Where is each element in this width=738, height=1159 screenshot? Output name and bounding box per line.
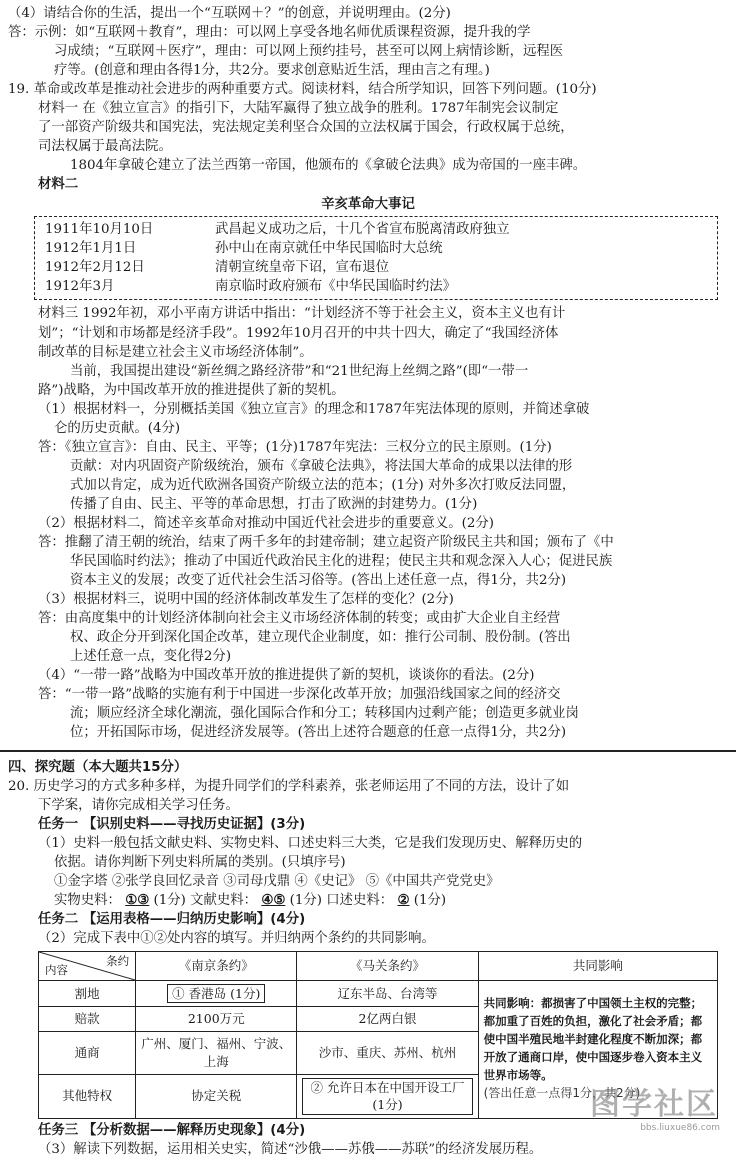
corner-label-bottom: 内容: [45, 963, 68, 978]
corner-label-top: 条约: [106, 953, 130, 968]
sub2-answer-line3: 资本主义的发展；改变了近代社会生活习俗等。(答出上述任意一点，得1分，共2分): [70, 572, 567, 588]
event-date: 1912年2月12日: [45, 260, 145, 276]
task1-items: ①金字塔 ②张学良回忆录音 ③司母戊鼎 ④《史记》 ⑤《中国共产党党史》: [54, 874, 500, 890]
material3-line2: 划”；“计划和市场都是经济手段”。1992年10月召开的中共十四大，确定了“我国经济体: [38, 325, 559, 341]
filled-answer: ② 允许日本在中国开设工厂 (1分): [302, 1078, 472, 1116]
sub3-question: （3）根据材料三，说明中国的经济体制改革发生了怎样的变化？(2分): [38, 591, 454, 607]
table-cell: 辽东半岛、台湾等: [297, 980, 478, 1007]
sub1-answer-line4: 传播了自由、民主、平等的革命思想，打击了欧洲的封建势力。(1分): [70, 496, 478, 512]
sub4-answer-line2: 流；顺应经济全球化潮流，强化国际合作和分工；转移国内过剩产能；创造更多就业岗: [70, 706, 579, 722]
table-corner-cell: [39, 951, 136, 980]
sub2-question: （2）根据材料二，简述辛亥革命对推动中国近代社会进步的重要意义。(2分): [38, 515, 494, 531]
task3-title: 任务三 【分析数据——解释历史现象】(4分): [38, 1123, 306, 1138]
answer-value-physical: ①③: [125, 892, 150, 909]
sub1-question-line2: 仑的历史贡献。(4分): [54, 420, 181, 436]
watermark-logo: 图学社区: [590, 1087, 718, 1123]
task1-question-line1: （1）史料一般包括文献史料、实物史料、口述史料三大类，它是我们发现历史、解释历史的: [38, 836, 583, 852]
q4-answer-line3: 疗等。(创意和理由各得1分，共2分。要求创意贴近生活，理由言之有理。): [54, 63, 490, 79]
sub2-answer-line2: 华民国临时约法》；推动了中国近代政治民主化的进程；使民主共和观念深入人心；促进民族: [70, 553, 613, 569]
material1-line3: 司法权属于最高法院。: [38, 139, 172, 155]
task2-question: （2）完成下表中①②处内容的填写。并归纳两个条约的共同影响。: [38, 931, 435, 947]
event-text: 武昌起义成功之后，十几个省宣布脱离清政府独立: [215, 222, 510, 238]
sub3-answer-line1: 答：由高度集中的计划经济体制向社会主义市场经济体制的转变；或由扩大企业自主经营: [38, 610, 561, 626]
exam-page: [8, 4, 728, 1159]
table-row: [39, 980, 718, 1007]
task1-question-line2: 依据。请你判断下列史料所属的类别。(只填序号): [54, 855, 346, 871]
answer-label-oral: (1分) 口述史料：: [289, 893, 394, 909]
table-cell: [136, 980, 297, 1007]
answer-value-oral: ②: [397, 892, 410, 909]
table-cell: [297, 1074, 478, 1119]
q4-answer-line2: 习成绩；“互联网＋医疗”，理由：可以网上预约挂号，甚至可以网上病情诊断，远程医: [54, 44, 564, 60]
event-date: 1912年1月1日: [45, 241, 137, 257]
table-cell: 广州、厦门、福州、宁波、上海: [136, 1032, 297, 1075]
watermark-url: bbs.liuxue86.com: [640, 1123, 720, 1134]
material1-line1: 材料一 在《独立宣言》的指引下，大陆军赢得了独立战争的胜利。1787年制宪会议制定: [38, 101, 559, 117]
sub4-answer-line1: 答：“一带一路”战略的实施有利于中国进一步深化改革开放；加强沿线国家之间的经济交: [38, 687, 561, 703]
sub2-answer-line1: 答：推翻了清王朝的统治，结束了两千多年的封建帝制；建立起资产阶级民主共和国；颁布了《中: [38, 534, 614, 550]
sub3-answer-line2: 权、政企分开到深化国企改革，建立现代企业制度，如：推行公司制、股份制。(答出: [70, 630, 571, 645]
table-row-label: 其他特权: [39, 1074, 136, 1119]
section4-title: 四、探究题（本大题共15分）: [8, 760, 188, 776]
sub1-answer-line3: 式加以肯定，成为近代欧洲各国资产阶级立法的范本；(1分) 对外多次打败反法同盟，: [70, 477, 576, 493]
table-col-header: 《马关条约》: [297, 951, 478, 980]
task2-title: 任务二 【运用表格——归纳历史影响】(4分): [38, 912, 306, 928]
table-row-label: 通商: [39, 1032, 136, 1075]
event-text: 清朝宣统皇帝下诏，宣布退位: [215, 260, 390, 276]
table-col-header: 《南京条约》: [136, 951, 297, 980]
q4-answer-line1: 答：示例：如“互联网＋教育”，理由：可以网上享受各地名师优质课程资源，提升我的学: [8, 25, 531, 41]
section-divider: [0, 750, 736, 752]
q19-heading: 19. 革命或改革是推动社会进步的两种重要方式。阅读材料，结合所学知识，回答下列问题。(10分): [8, 82, 597, 98]
table-row-label: 赔款: [39, 1007, 136, 1032]
event-row: [45, 239, 707, 258]
sub1-answer-line2: 贡献：对内巩固资产阶级统治，颁布《拿破仑法典》，将法国大革命的成果以法律的形: [70, 458, 573, 474]
material1-line2: 了一部资产阶级共和国宪法，宪法规定美利坚合众国的立法权属于国会，行政权属于总统，: [38, 120, 574, 136]
sub4-question: （4）“一带一路”战略为中国改革开放的推进提供了新的契机，谈谈你的看法。(2分): [38, 668, 535, 684]
event-row: [45, 220, 707, 239]
event-timeline-box: [34, 216, 718, 300]
material1-line4: 1804年拿破仑建立了法兰西第一帝国，他颁布的《拿破仑法典》成为帝国的一座丰碑。: [70, 158, 587, 174]
filled-answer: ① 香港岛 (1分): [167, 984, 265, 1004]
sub1-question-line1: （1）根据材料一，分别概括美国《独立宣言》的理念和1787年宪法体现的原则，并简述拿破: [38, 401, 590, 417]
event-text: 孙中山在南京就任中华民国临时大总统: [215, 241, 443, 257]
material2-label: 材料二: [38, 176, 79, 193]
table-cell: 沙市、重庆、苏州、杭州: [297, 1032, 478, 1075]
sub3-answer-line3: 上述任意一点，变化得2分): [70, 649, 232, 665]
table-row-label: 割地: [39, 980, 136, 1007]
table-cell: 2亿两白银: [297, 1007, 478, 1032]
common-impact-text: 共同影响：都损害了中国领土主权的完整；都加重了百姓的负担，激化了社会矛盾；都使中国半殖民地半封建化程度不断加深；都开放了通商口岸，使中国逐步卷入资本主义世界市场等。: [483, 996, 703, 1082]
material3-line4: 当前，我国提出建设“新丝绸之路经济带”和“21世纪海上丝绸之路”(即“一带一: [70, 363, 529, 379]
event-row: [45, 277, 707, 296]
table-header-row: [39, 951, 718, 980]
q20-line1: 20. 历史学习的方式多种多样，为提升同学们的学科素养，张老师运用了不同的方法，设计了如: [8, 779, 570, 795]
material3-line5: 路”)战略，为中国改革开放的推进提供了新的契机。: [38, 382, 345, 398]
material3-line1: 材料三 1992年初，邓小平南方讲话中指出：“计划经济不等于社会主义，资本主义也有计: [38, 306, 566, 322]
sub1-answer-line1: 答：《独立宣言》：自由、民主、平等；(1分)1787年宪法：三权分立的民主原则。(1分): [38, 439, 552, 455]
event-date: 1912年3月: [45, 279, 115, 295]
table-col-header: 共同影响: [478, 951, 717, 980]
sub4-answer-line3: 位；开拓国际市场，促进经济发展等。(答出上述符合题意的任意一点得1分，共2分): [70, 725, 567, 741]
common-impact-note: (答出任意一点得1分，共2分): [483, 1086, 641, 1101]
q20-line2: 下学案，请你完成相关学习任务。: [38, 798, 239, 814]
material3-line3: 制改革的目标是建立社会主义市场经济体制”。: [38, 344, 313, 360]
task1-answer: [8, 891, 728, 910]
event-date: 1911年10月10日: [45, 222, 154, 238]
answer-points: (1分): [413, 893, 447, 909]
table-cell: 协定关税: [136, 1074, 297, 1119]
q4-question: （4）请结合你的生活，提出一个“互联网＋？”的创意，并说明理由。(2分): [8, 6, 451, 21]
event-row: [45, 258, 707, 277]
event-text: 南京临时政府颁布《中华民国临时约法》: [215, 279, 457, 295]
answer-value-document: ④⑤: [261, 892, 286, 909]
answer-label-physical: 实物史料：: [54, 893, 121, 909]
task3-question: （3）解读下列数据，运用相关史实，简述“沙俄——苏俄——苏联”的经济发展历程。: [38, 1142, 543, 1158]
task1-title: 任务一 【识别史料——寻找历史证据】(3分): [38, 817, 306, 833]
material2-title: 辛亥革命大事记: [321, 197, 415, 213]
answer-label-document: (1分) 文献史料：: [153, 893, 258, 909]
table-cell: 2100万元: [136, 1007, 297, 1032]
